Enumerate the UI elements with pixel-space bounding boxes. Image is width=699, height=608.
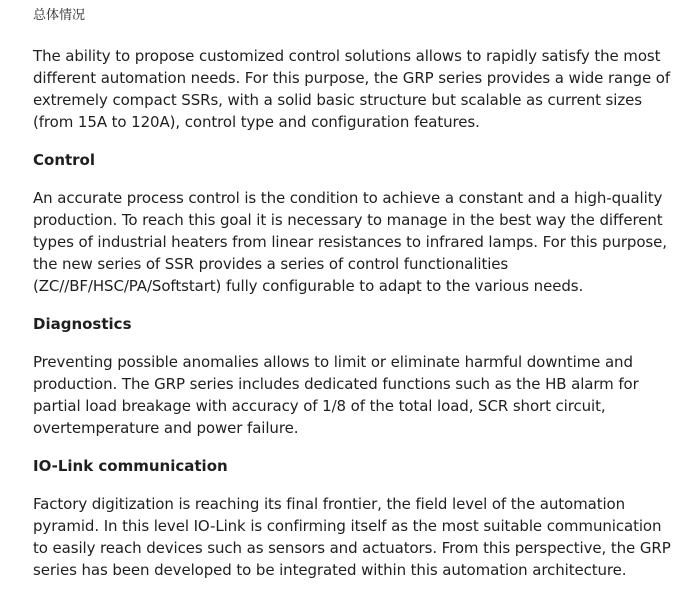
diagnostics-paragraph: Preventing possible anomalies allows to limit or eliminate harmful downtime and production. The GRP series includes dedicated functions such as the HB alarm for partial load breakage with accuracy of 1/8 of the total load, SCR short circuit, overtemperature and power failure. <box>33 353 639 437</box>
control-heading: Control <box>33 151 96 169</box>
io-link-heading: IO-Link communication <box>33 457 228 475</box>
io-link-paragraph: Factory digitization is reaching its final frontier, the field level of the automation pyramid. In this level IO-Link is confirming itself as the most suitable communication to easily reach devices such as sensors and actuators. From this perspective, the GRP series has been developed to be integrated within this automation architecture. <box>33 495 671 579</box>
overview-title: 总体情况 <box>33 8 86 23</box>
control-paragraph: An accurate process control is the condition to achieve a constant and a high-quality production. To reach this goal it is necessary to manage in the best way the different types of industrial heaters from linear resistances to infrared lamps. For this purpose, the new series of SSR provides a series of control functionalities (ZC//BF/HSC/PA/Softstart) fully configurable to adapt to the various needs. <box>33 189 667 295</box>
intro-paragraph: The ability to propose customized control solutions allows to rapidly satisfy the most different automation needs. For this purpose, the GRP series provides a wide range of extremely compact SSRs, with a solid basic structure but scalable as current sizes (from 15A to 120A), control type and configuration features. <box>33 47 671 131</box>
diagnostics-heading: Diagnostics <box>33 315 132 333</box>
